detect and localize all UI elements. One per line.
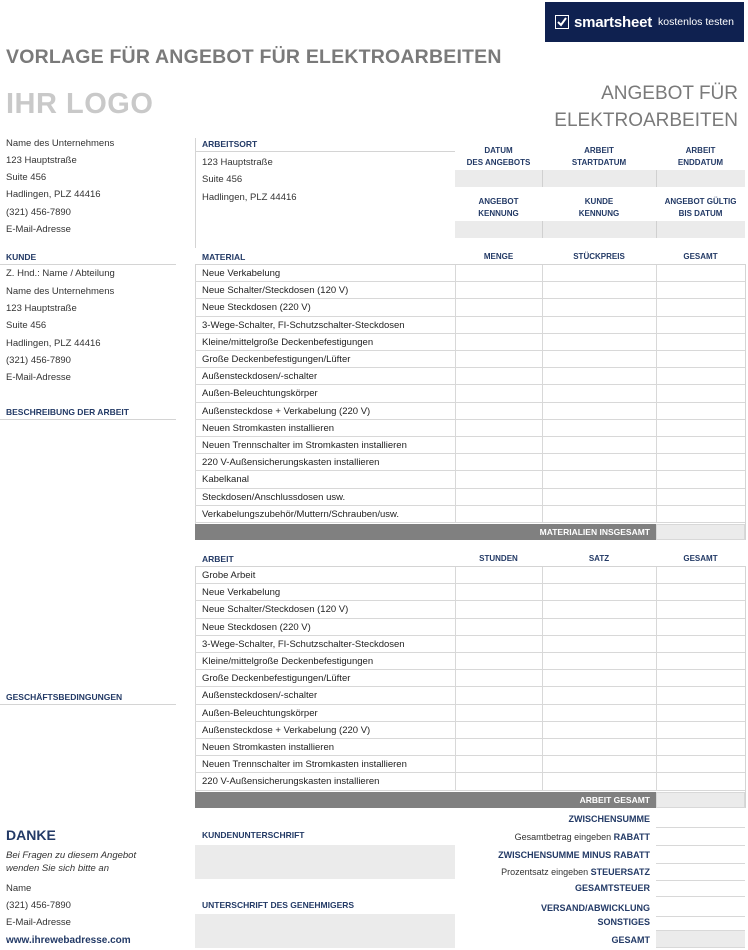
customer-city: Hadlingen, PLZ 44416 xyxy=(6,338,101,349)
customer-label: KUNDE xyxy=(6,252,37,262)
labor-header-rate: SATZ xyxy=(588,554,610,563)
materials-cell-col-3[interactable] xyxy=(656,368,745,384)
subtotal-less-discount-value[interactable] xyxy=(656,847,745,864)
brand-cta: kostenlos testen xyxy=(658,16,734,28)
materials-row-label: Kabelkanal xyxy=(202,474,250,486)
materials-row xyxy=(195,317,745,334)
company-phone: (321) 456-7890 xyxy=(6,207,71,218)
materials-row xyxy=(195,265,745,282)
materials-cell-col-3[interactable] xyxy=(656,265,745,281)
materials-row-label: Außensteckdosen/-schalter xyxy=(202,371,318,383)
materials-row-label: 3-Wege-Schalter, FI-Schutzschalter-Steckdosen xyxy=(202,319,405,331)
labor-cell-col-2[interactable] xyxy=(542,687,656,703)
labor-row xyxy=(195,722,745,739)
materials-row-label: 220 V-Außensicherungskasten installieren xyxy=(202,457,380,469)
worksite-suite: Suite 456 xyxy=(202,174,243,185)
worksite-street: 123 Hauptstraße xyxy=(202,157,273,168)
materials-row xyxy=(195,506,745,523)
materials-row xyxy=(195,351,745,368)
approver-signature-label: UNTERSCHRIFT DES GENEHMIGERS xyxy=(202,900,355,910)
materials-cell-col-2[interactable] xyxy=(542,385,656,401)
materials-row xyxy=(195,489,745,506)
materials-cell-col-3[interactable] xyxy=(656,317,745,333)
materials-cell-col-1[interactable] xyxy=(455,299,542,315)
materials-cell-col-2[interactable] xyxy=(542,299,656,315)
customer-contact: Z. Hnd.: Name / Abteilung xyxy=(6,268,115,279)
labor-cell-col-2[interactable] xyxy=(542,722,656,738)
materials-row xyxy=(195,282,745,299)
labor-cell-col-1[interactable] xyxy=(455,722,542,738)
labor-row-label: Neuen Trennschalter im Stromkasten installieren xyxy=(202,759,407,771)
labor-cell-col-3[interactable] xyxy=(656,653,745,669)
labor-row xyxy=(195,773,745,790)
terms-field[interactable] xyxy=(6,707,176,817)
quote-date-header: DATUM DES ANGEBOTS xyxy=(466,146,531,167)
materials-row-label: Große Deckenbefestigungen/Lüfter xyxy=(202,354,351,365)
materials-row xyxy=(195,385,745,402)
labor-header-item: ARBEIT xyxy=(202,554,234,564)
labor-cell-col-2[interactable] xyxy=(542,584,656,600)
labor-cell-col-2[interactable] xyxy=(542,567,656,583)
labor-cell-col-2[interactable] xyxy=(542,653,656,669)
contact-name: Name xyxy=(6,883,32,894)
materials-row xyxy=(195,437,745,454)
materials-cell-col-3[interactable] xyxy=(656,403,745,419)
materials-row xyxy=(195,368,745,385)
contact-website[interactable]: www.ihrewebadresse.com xyxy=(6,935,131,946)
materials-cell-col-2[interactable] xyxy=(542,489,656,505)
materials-row-label: Verkabelungszubehör/Muttern/Schrauben/usw. xyxy=(202,508,399,520)
smartsheet-trial-banner[interactable] xyxy=(545,2,744,42)
labor-cell-col-3[interactable] xyxy=(656,567,745,583)
materials-cell-col-3[interactable] xyxy=(656,299,745,315)
materials-cell-col-2[interactable] xyxy=(542,420,656,436)
labor-cell-col-2[interactable] xyxy=(542,756,656,772)
brand-name: smartsheet xyxy=(574,13,653,31)
materials-cell-col-1[interactable] xyxy=(455,420,542,436)
labor-cell-col-1[interactable] xyxy=(455,687,542,703)
labor-row-label: Neuen Stromkasten installieren xyxy=(202,742,335,753)
materials-cell-col-1[interactable] xyxy=(455,385,542,401)
materials-cell-col-1[interactable] xyxy=(455,368,542,384)
labor-cell-col-1[interactable] xyxy=(455,773,542,789)
customer-email: E-Mail-Adresse xyxy=(6,372,71,383)
customer-signature-label: KUNDENUNTERSCHRIFT xyxy=(202,830,305,840)
tax-rate-value[interactable] xyxy=(656,864,745,881)
labor-cell-col-1[interactable] xyxy=(455,705,542,721)
labor-cell-col-3[interactable] xyxy=(656,722,745,738)
work-end-header: ARBEIT ENDDATUM xyxy=(677,146,724,167)
total-tax-label: GESAMTSTEUER xyxy=(574,883,650,893)
other-value[interactable] xyxy=(656,914,745,931)
materials-row xyxy=(195,471,745,488)
labor-cell-col-1[interactable] xyxy=(455,636,542,652)
labor-row-label: Außensteckdose + Verkabelung (220 V) xyxy=(202,724,371,736)
terms-label: GESCHÄFTSBEDINGUNGEN xyxy=(6,692,123,702)
materials-cell-col-1[interactable] xyxy=(455,489,542,505)
quote-title-line-2: ELEKTROARBEITEN xyxy=(554,110,738,131)
customer-suite: Suite 456 xyxy=(6,320,47,331)
labor-row-label: Neue Verkabelung xyxy=(202,587,281,599)
customer-id-header: KUNDE KENNUNG xyxy=(578,197,620,218)
thanks-line-2: wenden Sie sich bitte an xyxy=(6,863,109,874)
labor-row xyxy=(195,567,745,584)
materials-cell-col-3[interactable] xyxy=(656,420,745,436)
materials-cell-col-2[interactable] xyxy=(542,506,656,522)
labor-row xyxy=(195,619,745,636)
labor-cell-col-3[interactable] xyxy=(656,584,745,600)
date-values-row[interactable] xyxy=(455,170,745,187)
labor-total-bar: ARBEIT GESAMT xyxy=(195,792,656,808)
labor-row xyxy=(195,705,745,722)
grand-total-label: GESAMT xyxy=(611,935,650,945)
labor-row xyxy=(195,739,745,756)
labor-row xyxy=(195,584,745,601)
materials-cell-col-3[interactable] xyxy=(656,385,745,401)
materials-cell-col-2[interactable] xyxy=(542,265,656,281)
checkmark-icon xyxy=(555,15,569,29)
labor-cell-col-2[interactable] xyxy=(542,773,656,789)
customer-signature-field[interactable] xyxy=(195,845,455,879)
materials-header-item: MATERIAL xyxy=(202,252,246,262)
other-label: SONSTIGES xyxy=(597,917,650,927)
labor-row-label: Außensteckdosen/-schalter xyxy=(202,690,318,702)
materials-cell-col-1[interactable] xyxy=(455,437,542,453)
labor-row-label: 220 V-Außensicherungskasten installieren xyxy=(202,776,380,788)
materials-cell-col-3[interactable] xyxy=(656,437,745,453)
materials-cell-col-2[interactable] xyxy=(542,471,656,487)
labor-total-value[interactable] xyxy=(656,792,745,808)
labor-cell-col-3[interactable] xyxy=(656,601,745,617)
labor-header-total: GESAMT xyxy=(683,554,718,563)
labor-cell-col-3[interactable] xyxy=(656,687,745,703)
labor-row xyxy=(195,636,745,653)
labor-cell-col-2[interactable] xyxy=(542,636,656,652)
materials-row-label: Neue Steckdosen (220 V) xyxy=(202,302,311,314)
labor-cell-col-3[interactable] xyxy=(656,739,745,755)
materials-cell-col-1[interactable] xyxy=(455,334,542,350)
grand-total-value[interactable] xyxy=(656,931,745,948)
materials-row-label: Neue Schalter/Steckdosen (120 V) xyxy=(202,285,349,297)
labor-row-label: Grobe Arbeit xyxy=(202,570,256,581)
materials-cell-col-3[interactable] xyxy=(656,471,745,487)
labor-cell-col-1[interactable] xyxy=(455,756,542,772)
customer-street: 123 Hauptstraße xyxy=(6,303,77,314)
company-city: Hadlingen, PLZ 44416 xyxy=(6,189,101,200)
materials-row-label: Außensteckdose + Verkabelung (220 V) xyxy=(202,405,371,417)
materials-row-label: Kleine/mittelgroße Deckenbefestigungen xyxy=(202,336,374,348)
materials-cell-col-1[interactable] xyxy=(455,265,542,281)
materials-row-label: Neuen Trennschalter im Stromkasten installieren xyxy=(202,440,407,451)
labor-row-label: Kleine/mittelgroße Deckenbefestigungen xyxy=(202,656,374,667)
tax-rate-label: Prozentsatz eingeben STEUERSATZ xyxy=(501,867,650,877)
subtotal-less-discount-label: ZWISCHENSUMME MINUS RABATT xyxy=(498,850,650,860)
materials-row-label: Neue Verkabelung xyxy=(202,268,281,279)
materials-cell-col-3[interactable] xyxy=(656,489,745,505)
labor-cell-col-1[interactable] xyxy=(455,567,542,583)
company-name: Name des Unternehmens xyxy=(6,138,115,149)
labor-row xyxy=(195,601,745,618)
labor-row-label: Neue Steckdosen (220 V) xyxy=(202,621,311,633)
approver-signature-field[interactable] xyxy=(195,914,455,948)
labor-row xyxy=(195,687,745,704)
labor-row-label: Große Deckenbefestigungen/Lüfter xyxy=(202,673,351,685)
materials-header-total: GESAMT xyxy=(683,252,718,261)
materials-row xyxy=(195,334,745,351)
labor-row-label: Außen-Beleuchtungskörper xyxy=(202,707,318,719)
labor-cell-col-3[interactable] xyxy=(656,619,745,635)
labor-cell-col-1[interactable] xyxy=(455,739,542,755)
materials-cell-col-2[interactable] xyxy=(542,282,656,298)
materials-cell-col-2[interactable] xyxy=(542,317,656,333)
materials-cell-col-2[interactable] xyxy=(542,351,656,367)
worksite-city: Hadlingen, PLZ 44416 xyxy=(202,192,297,203)
materials-cell-col-2[interactable] xyxy=(542,437,656,453)
materials-cell-col-1[interactable] xyxy=(455,471,542,487)
logo-placeholder: IHR LOGO xyxy=(6,88,154,120)
company-street: 123 Hauptstraße xyxy=(6,155,77,166)
labor-row-label: Neue Schalter/Steckdosen (120 V) xyxy=(202,604,349,616)
company-email: E-Mail-Adresse xyxy=(6,224,71,235)
shipping-label: VERSAND/ABWICKLUNG xyxy=(541,903,650,913)
worksite-label: ARBEITSORT xyxy=(202,139,258,149)
materials-cell-col-2[interactable] xyxy=(542,454,656,470)
company-suite: Suite 456 xyxy=(6,172,47,183)
labor-cell-col-2[interactable] xyxy=(542,739,656,755)
labor-cell-col-3[interactable] xyxy=(656,773,745,789)
labor-cell-col-1[interactable] xyxy=(455,619,542,635)
labor-cell-col-1[interactable] xyxy=(455,670,542,686)
materials-cell-col-3[interactable] xyxy=(656,454,745,470)
materials-row xyxy=(195,299,745,316)
labor-row xyxy=(195,756,745,773)
work-description-label: BESCHREIBUNG DER ARBEIT xyxy=(6,407,129,417)
materials-cell-col-2[interactable] xyxy=(542,368,656,384)
contact-email: E-Mail-Adresse xyxy=(6,917,71,928)
labor-cell-col-1[interactable] xyxy=(455,584,542,600)
materials-cell-col-1[interactable] xyxy=(455,282,542,298)
work-description-field[interactable] xyxy=(6,422,176,684)
materials-row-label: Außen-Beleuchtungskörper xyxy=(202,388,318,400)
materials-cell-col-2[interactable] xyxy=(542,403,656,419)
contact-phone: (321) 456-7890 xyxy=(6,900,71,911)
materials-cell-col-1[interactable] xyxy=(455,454,542,470)
materials-row xyxy=(195,454,745,471)
materials-cell-col-1[interactable] xyxy=(455,506,542,522)
id-values-row[interactable] xyxy=(455,221,745,238)
materials-cell-col-3[interactable] xyxy=(656,282,745,298)
materials-total-bar: MATERIALIEN INSGESAMT xyxy=(195,524,656,540)
labor-cell-col-2[interactable] xyxy=(542,670,656,686)
materials-cell-col-3[interactable] xyxy=(656,351,745,367)
document-title: VORLAGE FÜR ANGEBOT FÜR ELEKTROARBEITEN xyxy=(6,46,502,68)
materials-cell-col-1[interactable] xyxy=(455,351,542,367)
labor-header-hours: STUNDEN xyxy=(479,554,518,563)
labor-cell-col-2[interactable] xyxy=(542,705,656,721)
materials-header-qty: MENGE xyxy=(483,252,514,261)
materials-cell-col-2[interactable] xyxy=(542,334,656,350)
materials-cell-col-3[interactable] xyxy=(656,506,745,522)
materials-total-value[interactable] xyxy=(656,524,745,540)
materials-cell-col-3[interactable] xyxy=(656,334,745,350)
labor-cell-col-3[interactable] xyxy=(656,670,745,686)
materials-header-unit-price: STÜCKPREIS xyxy=(573,252,625,261)
materials-row-label: Steckdosen/Anschlussdosen usw. xyxy=(202,491,346,503)
subtotal-value[interactable] xyxy=(656,811,745,828)
labor-cell-col-3[interactable] xyxy=(656,756,745,772)
customer-name: Name des Unternehmens xyxy=(6,286,115,297)
total-tax-value[interactable] xyxy=(656,880,745,897)
thanks-title: DANKE xyxy=(6,827,56,843)
labor-row-label: 3-Wege-Schalter, FI-Schutzschalter-Steckdosen xyxy=(202,638,405,650)
discount-label: Gesamtbetrag eingeben RABATT xyxy=(514,832,650,842)
materials-cell-col-1[interactable] xyxy=(455,403,542,419)
labor-cell-col-1[interactable] xyxy=(455,653,542,669)
quote-title xyxy=(518,80,738,134)
work-start-header: ARBEIT STARTDATUM xyxy=(571,146,627,167)
labor-cell-col-3[interactable] xyxy=(656,705,745,721)
labor-cell-col-1[interactable] xyxy=(455,601,542,617)
materials-row xyxy=(195,420,745,437)
thanks-line-1: Bei Fragen zu diesem Angebot xyxy=(6,850,137,861)
materials-row-label: Neuen Stromkasten installieren xyxy=(202,422,335,434)
subtotal-label: ZWISCHENSUMME xyxy=(568,814,650,824)
materials-cell-col-1[interactable] xyxy=(455,317,542,333)
valid-until-header: ANGEBOT GÜLTIG BIS DATUM xyxy=(664,197,737,218)
quote-title-line-1: ANGEBOT FÜR xyxy=(601,83,738,104)
labor-cell-col-2[interactable] xyxy=(542,601,656,617)
labor-row xyxy=(195,670,745,687)
materials-row xyxy=(195,403,745,420)
labor-cell-col-3[interactable] xyxy=(656,636,745,652)
customer-phone: (321) 456-7890 xyxy=(6,355,71,366)
labor-row xyxy=(195,653,745,670)
quote-id-header: ANGEBOT KENNUNG xyxy=(478,197,519,218)
labor-cell-col-2[interactable] xyxy=(542,619,656,635)
discount-value[interactable] xyxy=(656,829,745,846)
